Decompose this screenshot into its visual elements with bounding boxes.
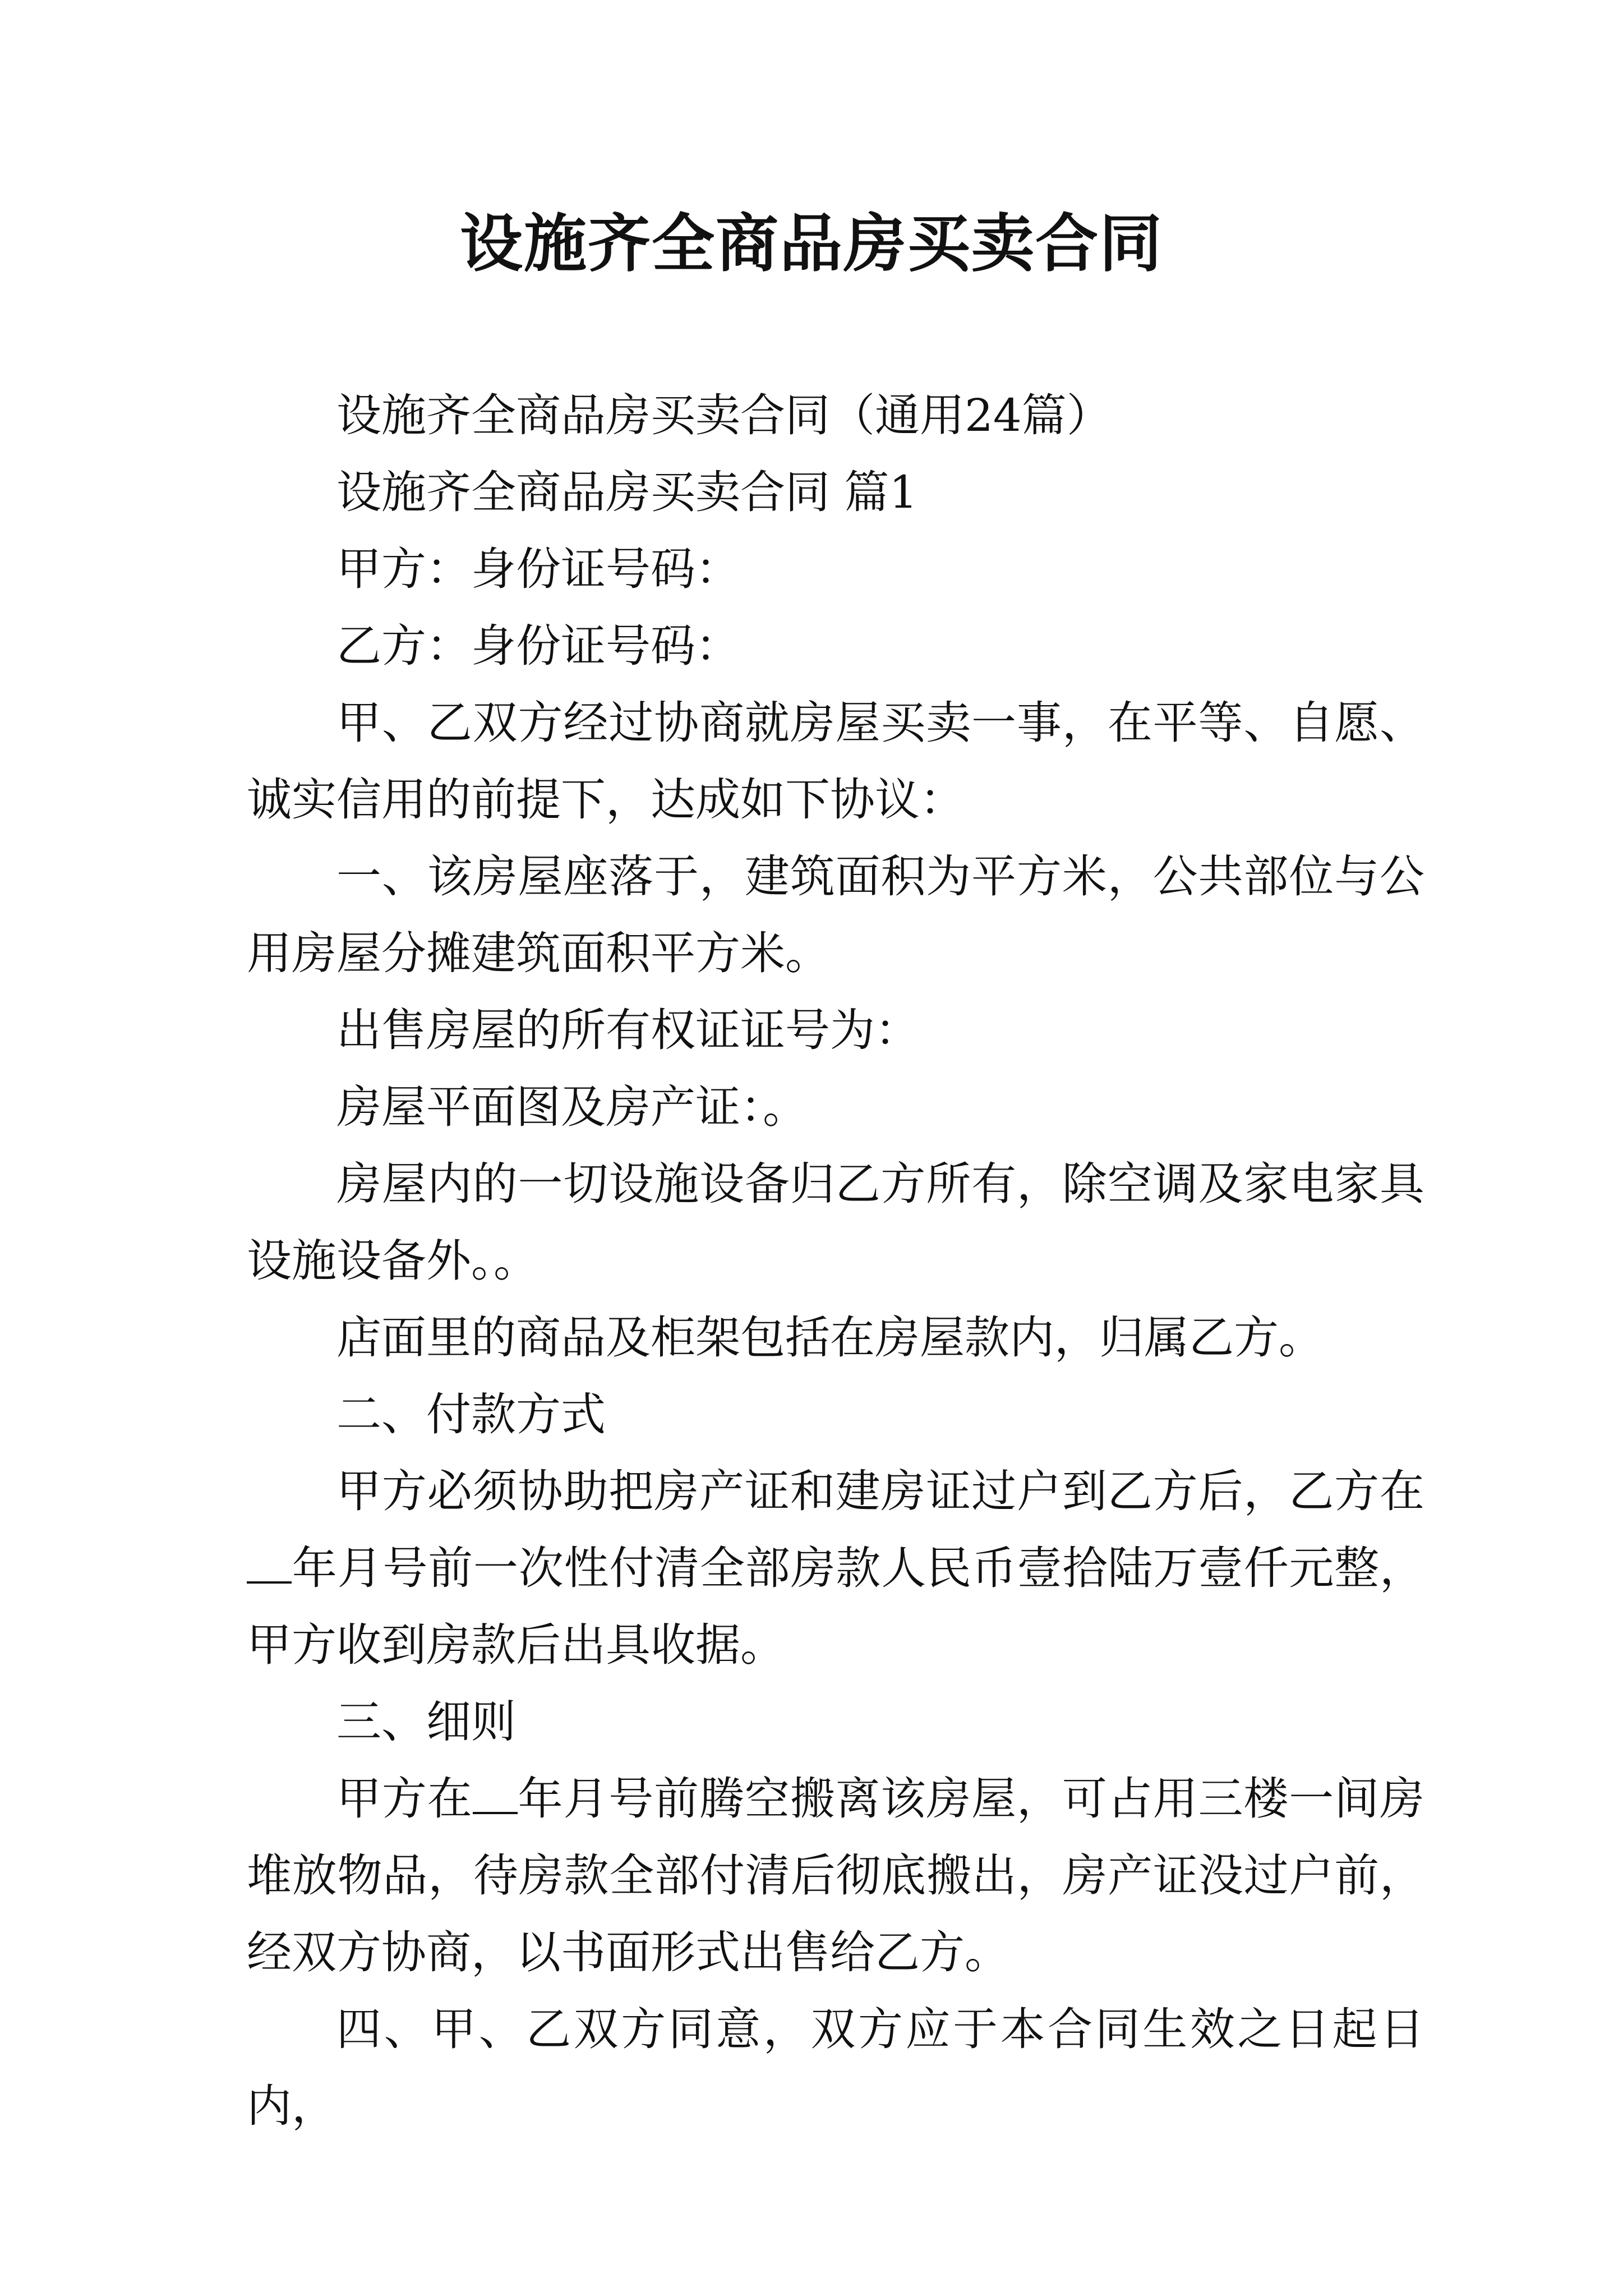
goods-paragraph: 店面里的商品及柜架包括在房屋款内，归属乙方。: [336, 1312, 1324, 1364]
chapter-heading: 设施齐全商品房买卖合同 篇1: [336, 466, 918, 518]
document-title: 设施齐全商品房买卖合同: [460, 207, 1163, 280]
clause-1-paragraph: 一、该房屋座落于，建筑面积为平方米，公共部位与公用房屋分摊建筑面积平方米。: [247, 850, 1424, 979]
floor-plan-line: 房屋平面图及房产证：。: [336, 1081, 808, 1133]
detail-text-end: 年月号前腾空搬离该房屋，可占用三楼一间房堆放物品，待房款全部付清后彻底搬出，房产证没过户前，经双方协商，以书面形式出售给乙方。: [247, 1773, 1424, 1978]
payment-paragraph: [247, 1453, 1424, 1683]
year-blank: [247, 1542, 292, 1584]
year-blank: [473, 1773, 518, 1814]
detail-text-start: 甲方在: [336, 1773, 473, 1825]
party-b-line: 乙方：身份证号码：: [336, 620, 740, 672]
party-a-line: 甲方：身份证号码：: [336, 543, 740, 595]
facilities-paragraph: 房屋内的一切设施设备归乙方所有，除空调及家电家具设施设备外。。: [247, 1158, 1424, 1287]
payment-text-end: 年月号前一次性付清全部房款人民币壹拾陆万壹仟元整，甲方收到房款后出具收据。: [247, 1542, 1424, 1671]
payment-text-start: 甲方必须协助把房产证和建房证过户到乙方后，乙方在: [336, 1465, 1424, 1517]
document-body: [247, 377, 1424, 2145]
subtitle-paragraph: 设施齐全商品房买卖合同（通用24篇）: [336, 389, 1112, 441]
clause-4-paragraph: 四、甲、乙双方同意，双方应于本合同生效之日起日内，: [247, 2003, 1424, 2132]
clause-2-heading: 二、付款方式: [336, 1388, 606, 1441]
intro-paragraph: 甲、乙双方经过协商就房屋买卖一事，在平等、自愿、诚实信用的前提下，达成如下协议：: [247, 697, 1424, 826]
clause-3-heading: 三、细则: [336, 1696, 516, 1748]
certificate-number-line: 出售房屋的所有权证证号为：: [336, 1004, 920, 1056]
detail-paragraph: [247, 1760, 1424, 1991]
